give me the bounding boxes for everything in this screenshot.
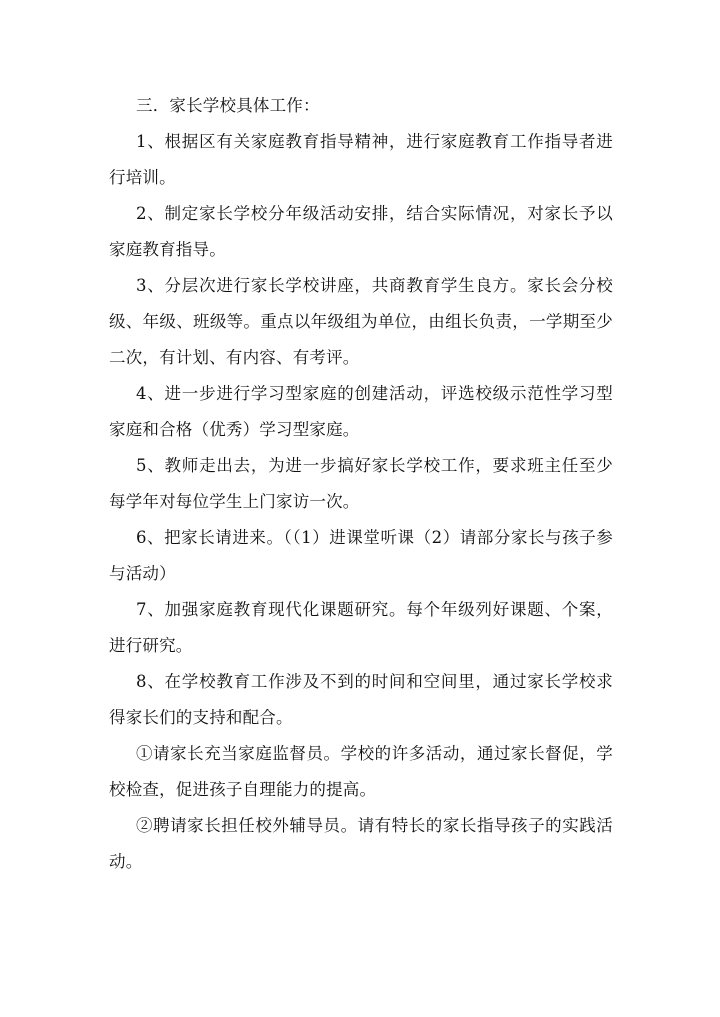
paragraph-2: 2、制定家长学校分年级活动安排，结合实际情况，对家长予以家庭教育指导。 — [109, 204, 613, 259]
paragraph-6: 6、把家长请进来。（（1）进课堂听课（2）请部分家长与孩子参与活动） — [109, 528, 613, 583]
document-content — [109, 88, 613, 880]
paragraph-3: 3、分层次进行家长学校讲座，共商教育学生良方。家长会分校级、年级、班级等。重点以年级组为单位，由组长负责，一学期至少二次，有计划、有内容、有考评。 — [109, 276, 613, 367]
paragraph-4: 4、进一步进行学习型家庭的创建活动，评选校级示范性学习型家庭和合格（优秀）学习型家庭。 — [109, 384, 613, 439]
paragraph-9: ①请家长充当家庭监督员。学校的许多活动，通过家长督促，学校检查，促进孩子自理能力的提高。 — [109, 744, 613, 799]
paragraph-1: 1、根据区有关家庭教育指导精神，进行家庭教育工作指导者进行培训。 — [109, 132, 613, 187]
paragraph-7: 7、加强家庭教育现代化课题研究。每个年级列好课题、个案，进行研究。 — [109, 600, 613, 655]
section-heading: 三．家长学校具体工作： — [136, 96, 320, 115]
paragraph-5: 5、教师走出去，为进一步搞好家长学校工作，要求班主任至少每学年对每位学生上门家访一次。 — [109, 456, 613, 511]
paragraph-10: ②聘请家长担任校外辅导员。请有特长的家长指导孩子的实践活动。 — [109, 816, 613, 871]
paragraph-8: 8、在学校教育工作涉及不到的时间和空间里，通过家长学校求得家长们的支持和配合。 — [109, 672, 613, 727]
